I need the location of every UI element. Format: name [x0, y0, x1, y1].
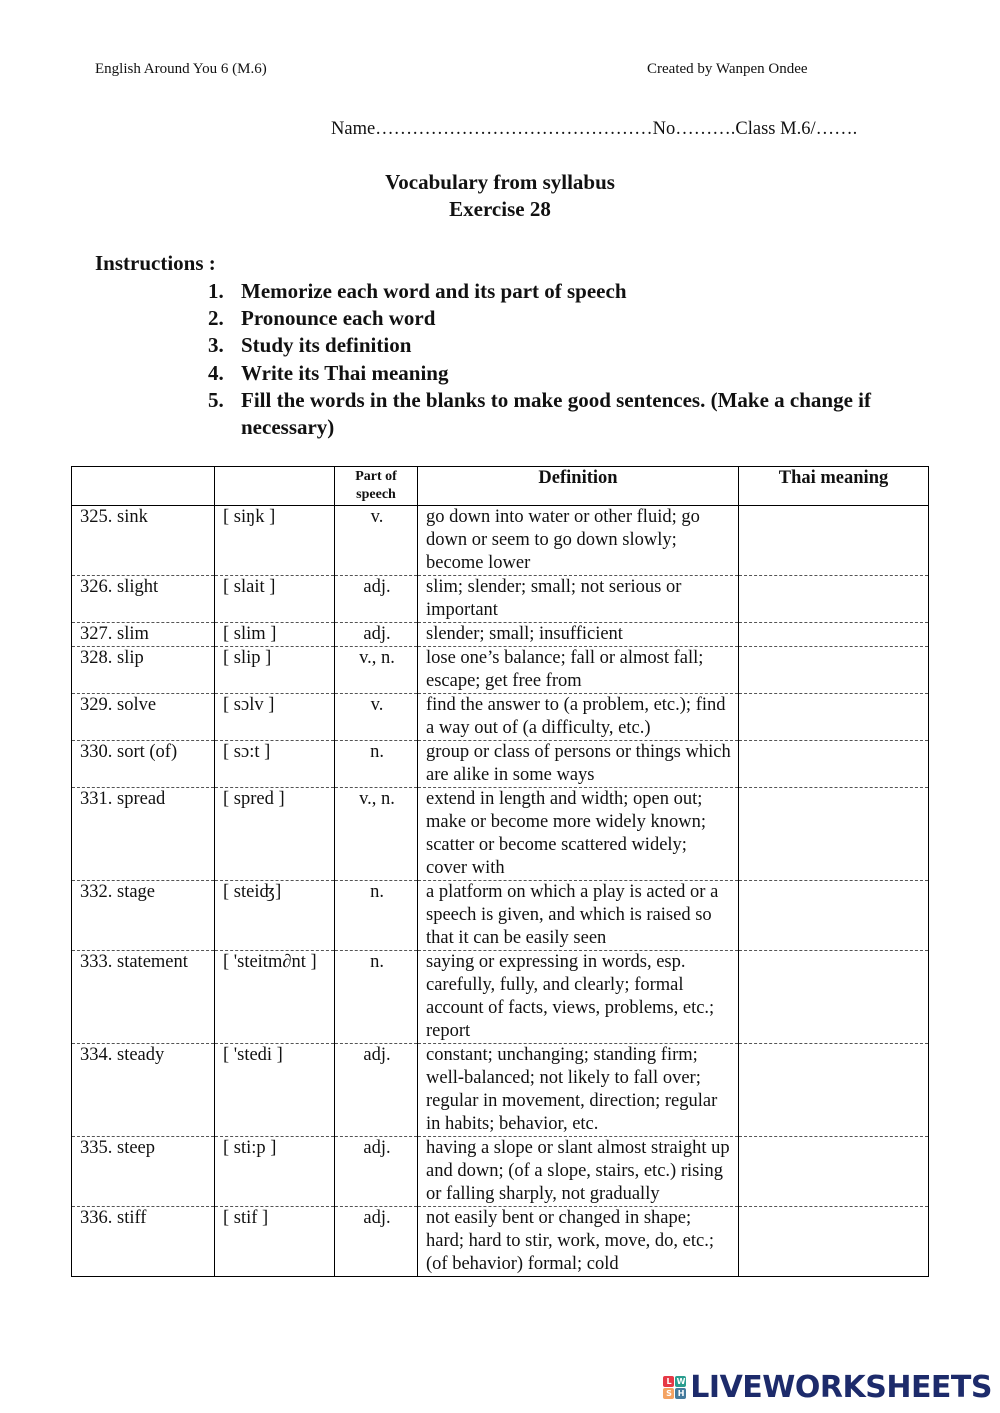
header-thai-meaning: Thai meaning	[739, 467, 929, 506]
part-of-speech-cell: adj.	[335, 623, 418, 647]
word-cell: 335. steep	[72, 1137, 215, 1207]
thai-meaning-cell[interactable]	[739, 951, 929, 1044]
table-row	[72, 951, 929, 1044]
thai-meaning-cell[interactable]	[739, 788, 929, 881]
part-of-speech-cell: adj.	[335, 1207, 418, 1277]
part-of-speech-cell: adj.	[335, 1137, 418, 1207]
instruction-text: Memorize each word and its part of speech	[241, 279, 627, 303]
part-of-speech-cell: v., n.	[335, 788, 418, 881]
word-cell: 327. slim	[72, 623, 215, 647]
table-row	[72, 1207, 929, 1277]
table-row	[72, 506, 929, 576]
part-of-speech-cell: adj.	[335, 576, 418, 623]
part-of-speech-cell: n.	[335, 951, 418, 1044]
book-title: English Around You 6 (M.6)	[95, 61, 267, 77]
pronunciation-cell: [ sɔlv ]	[215, 694, 335, 741]
definition-cell: saying or expressing in words, esp. carefully, fully, and clearly; formal account of facts, views, problems, etc.; report	[418, 951, 739, 1044]
pronunciation-cell: [ slait ]	[215, 576, 335, 623]
table-row	[72, 576, 929, 623]
instruction-number: 5.	[208, 387, 224, 412]
pronunciation-cell: [ sɔ:t ]	[215, 741, 335, 788]
instructions-heading: Instructions :	[95, 251, 216, 275]
definition-cell: slim; slender; small; not serious or important	[418, 576, 739, 623]
thai-meaning-cell[interactable]	[739, 741, 929, 788]
definition-cell: find the answer to (a problem, etc.); find a way out of (a difficulty, etc.)	[418, 694, 739, 741]
instruction-number: 3.	[208, 333, 224, 358]
liveworksheets-logo	[663, 1370, 992, 1405]
pronunciation-cell: [ slip ]	[215, 647, 335, 694]
pronunciation-cell: [ 'stedi ]	[215, 1044, 335, 1137]
definition-cell: slender; small; insufficient	[418, 623, 739, 647]
pronunciation-cell: [ 'steitm∂nt ]	[215, 951, 335, 1044]
header-pronunciation	[215, 467, 335, 506]
definition-cell: group or class of persons or things which are alike in some ways	[418, 741, 739, 788]
page-title: Vocabulary from syllabus	[385, 170, 615, 194]
instruction-text: Study its definition	[241, 333, 412, 358]
part-of-speech-cell: n.	[335, 881, 418, 951]
thai-meaning-cell[interactable]	[739, 1044, 929, 1137]
instructions-list	[208, 278, 888, 441]
word-cell: 328. slip	[72, 647, 215, 694]
word-cell: 329. solve	[72, 694, 215, 741]
thai-meaning-cell[interactable]	[739, 1207, 929, 1277]
thai-meaning-cell[interactable]	[739, 506, 929, 576]
logo-text: LIVEWORKSHEETS	[690, 1370, 992, 1405]
logo-tile: L	[663, 1376, 674, 1387]
instruction-item	[208, 278, 888, 305]
logo-tile: W	[676, 1377, 685, 1386]
student-info-line: Name………………………………………No……….Class M.6/…….	[331, 119, 858, 139]
part-of-speech-cell: v.	[335, 506, 418, 576]
thai-meaning-cell[interactable]	[739, 623, 929, 647]
instruction-item	[208, 360, 888, 387]
logo-tile: H	[675, 1388, 686, 1399]
word-cell: 336. stiff	[72, 1207, 215, 1277]
instruction-text: Fill the words in the blanks to make good sentences. (Make a change if necessary)	[241, 387, 871, 440]
table-row	[72, 623, 929, 647]
part-of-speech-cell: n.	[335, 741, 418, 788]
definition-cell: having a slope or slant almost straight up and down; (of a slope, stairs, etc.) rising or falling sharply, not gradually	[418, 1137, 739, 1207]
thai-meaning-cell[interactable]	[739, 647, 929, 694]
vocabulary-table	[71, 466, 929, 1277]
thai-meaning-cell[interactable]	[739, 576, 929, 623]
thai-meaning-cell[interactable]	[739, 1137, 929, 1207]
header-word	[72, 467, 215, 506]
word-cell: 332. stage	[72, 881, 215, 951]
thai-meaning-cell[interactable]	[739, 881, 929, 951]
table-row	[72, 788, 929, 881]
instruction-text: Write its Thai meaning	[241, 360, 449, 385]
instruction-number: 2.	[208, 306, 224, 331]
vocabulary-rows	[72, 506, 929, 1277]
logo-tile: S	[663, 1388, 674, 1399]
word-cell: 330. sort (of)	[72, 741, 215, 788]
definition-cell: constant; unchanging; standing firm; well-balanced; not likely to fall over; regular in movement, direction; regular in habits; behavior, etc.	[418, 1044, 739, 1137]
table-row	[72, 647, 929, 694]
word-cell: 334. steady	[72, 1044, 215, 1137]
header-definition: Definition	[418, 467, 739, 506]
word-cell: 326. slight	[72, 576, 215, 623]
definition-cell: a platform on which a play is acted or a speech is given, and which is raised so that it can be easily seen	[418, 881, 739, 951]
instruction-number: 1.	[208, 279, 224, 303]
part-of-speech-cell: adj.	[335, 1044, 418, 1137]
instruction-item	[208, 332, 888, 359]
word-cell: 331. spread	[72, 788, 215, 881]
part-of-speech-cell: v.	[335, 694, 418, 741]
definition-cell: lose one’s balance; fall or almost fall; escape; get free from	[418, 647, 739, 694]
pronunciation-cell: [ steiʤ]	[215, 881, 335, 951]
table-row	[72, 1137, 929, 1207]
definition-cell: extend in length and width; open out; make or become more widely known; scatter or become scattered widely; cover with	[418, 788, 739, 881]
table-row	[72, 741, 929, 788]
definition-cell: not easily bent or changed in shape; hard; hard to stir, work, move, do, etc.; (of behavior) formal; cold	[418, 1207, 739, 1277]
pronunciation-cell: [ siŋk ]	[215, 506, 335, 576]
table-row	[72, 1044, 929, 1137]
thai-meaning-cell[interactable]	[739, 694, 929, 741]
table-row	[72, 694, 929, 741]
definition-cell: go down into water or other fluid; go down or seem to go down slowly; become lower	[418, 506, 739, 576]
word-cell: 325. sink	[72, 506, 215, 576]
header-part-of-speech: Part of speech	[335, 467, 418, 506]
instruction-item	[208, 387, 888, 441]
liveworksheets-icon	[663, 1376, 686, 1399]
pronunciation-cell: [ sti:p ]	[215, 1137, 335, 1207]
table-row	[72, 881, 929, 951]
pronunciation-cell: [ slim ]	[215, 623, 335, 647]
instruction-text: Pronounce each word	[241, 306, 436, 331]
part-of-speech-cell: v., n.	[335, 647, 418, 694]
pronunciation-cell: [ stif ]	[215, 1207, 335, 1277]
exercise-number: Exercise 28	[449, 197, 551, 221]
word-cell: 333. statement	[72, 951, 215, 1044]
table-header-row	[72, 467, 929, 506]
pronunciation-cell: [ spred ]	[215, 788, 335, 881]
instruction-item	[208, 305, 888, 332]
author-credit: Created by Wanpen Ondee	[647, 61, 808, 77]
instruction-number: 4.	[208, 360, 224, 385]
